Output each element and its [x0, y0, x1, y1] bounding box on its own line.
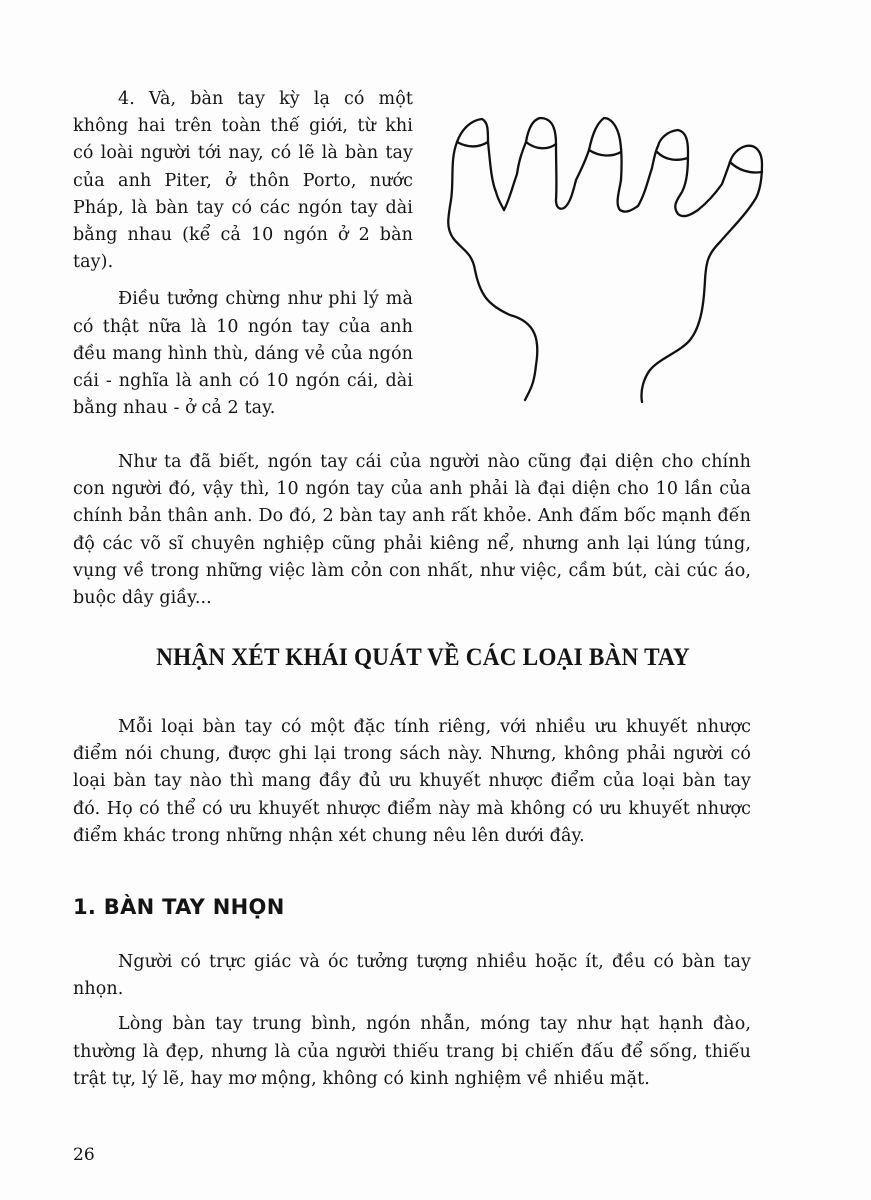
intro-paragraph-1: 4. Và, bàn tay kỳ lạ có một không hai trên toàn thế giới, từ khi có loài người tới nay, có lẽ là bàn tay của anh Piter, ở thôn Porto, nước Pháp, là bàn tay có các ngón tay dài bằng nhau (kể cả 10 ngón ở 2 bàn tay). — [73, 89, 413, 273]
pointed-hand-paragraph-2: Lòng bàn tay trung bình, ngón nhẫn, móng tay như hạt hạnh đào, thường là đẹp, nhưng là của người thiếu trang bị chiến đấu để sống, thiếu trật tự, lý lẽ, hay mơ mộng, không có kinh nghiệm về nhiều mặt. — [73, 1014, 751, 1089]
hand-drawing-icon — [440, 100, 780, 420]
general-remarks-block — [73, 714, 751, 850]
hand-illustration — [440, 100, 780, 420]
thumb-paragraph: Như ta đã biết, ngón tay cái của người nào cũng đại diện cho chính con người đó, vậy thì, 10 ngón tay của anh phải là đại diện cho 10 lần của chính bản thân anh. Do đó, 2 bàn tay anh rất khỏe. Anh đấm bốc mạnh đến độ các võ sĩ chuyên nghiệp cũng phải kiêng nể, nhưng anh lại lúng túng, vụng về trong những việc làm cỏn con nhất, như việc, cầm bút, cài cúc áo, buộc dây giầy... — [73, 452, 751, 609]
subsection-heading: 1. BÀN TAY NHỌN — [73, 895, 285, 919]
thumb-paragraph-block — [73, 449, 751, 612]
pointed-hand-block — [73, 949, 751, 1093]
intro-paragraph-2: Điều tưởng chừng như phi lý mà có thật nữa là 10 ngón tay của anh đều mang hình thù, dáng vẻ của ngón cái - nghĩa là anh có 10 ngón cái, dài bằng nhau - ở cả 2 tay. — [73, 289, 413, 419]
general-remarks-paragraph: Mỗi loại bàn tay có một đặc tính riêng, với nhiều ưu khuyết nhược điểm nói chung, được ghi lại trong sách này. Nhưng, không phải người có loại bàn tay nào thì mang đầy đủ ưu khuyết nhược điểm của loại bàn tay đó. Họ có thể có ưu khuyết nhược điểm này mà không có ưu khuyết nhược điểm khác trong những nhận xét chung nêu lên dưới đây. — [73, 717, 751, 846]
intro-column — [73, 86, 413, 422]
section-heading: NHẬN XÉT KHÁI QUÁT VỀ CÁC LOẠI BÀN TAY — [156, 644, 690, 671]
page-number: 26 — [73, 1145, 95, 1165]
pointed-hand-paragraph-1: Người có trực giác và óc tưởng tượng nhiều hoặc ít, đều có bàn tay nhọn. — [73, 952, 751, 1000]
